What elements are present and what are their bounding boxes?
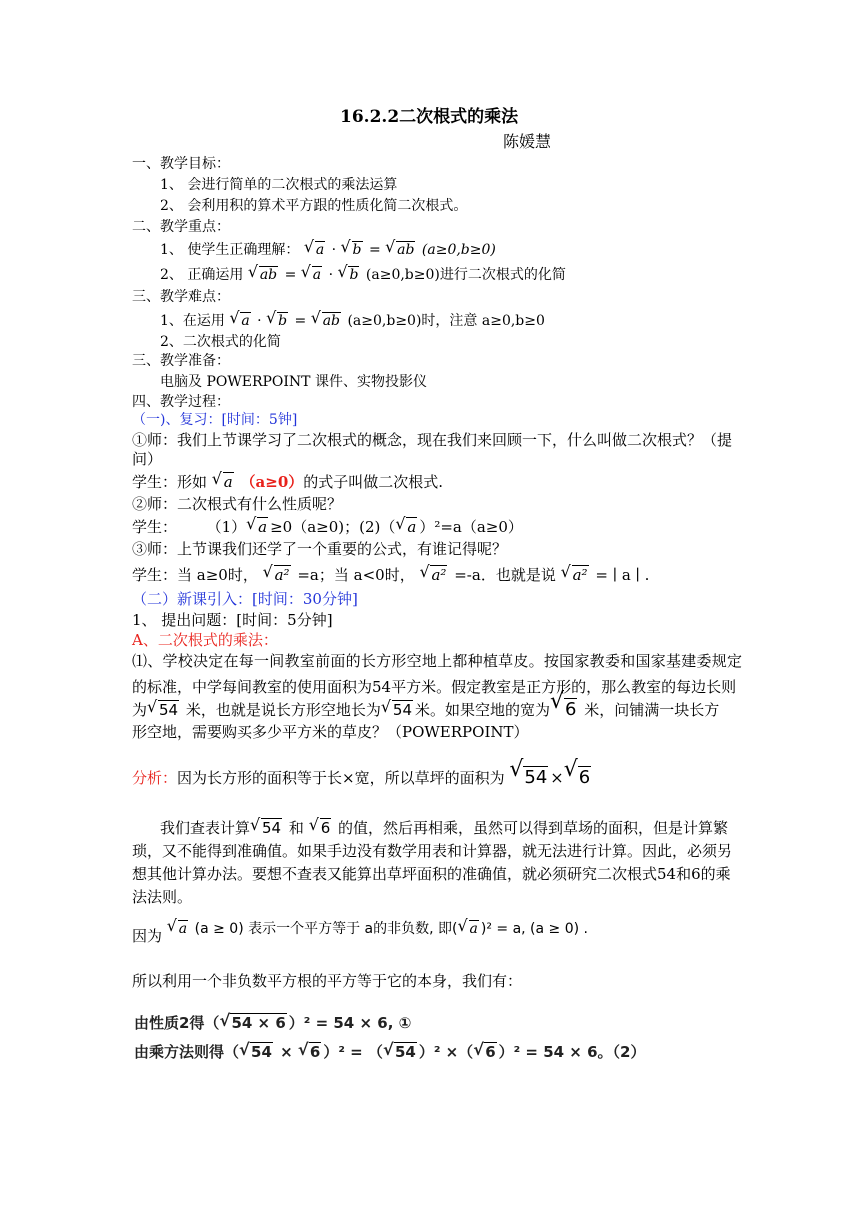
sqrt-a-squared: √ a² xyxy=(419,565,447,585)
student-answer-2-part2: ≥0（a≥0)；(2)（ xyxy=(270,518,396,536)
sqrt-ab: √ ab xyxy=(311,311,341,331)
sqrt-a: √ a xyxy=(458,919,479,939)
student-answer-2 xyxy=(132,517,523,537)
teacher-question-2: ②师：二次根式有什么性质呢？ xyxy=(132,495,343,513)
formula-2-pre: 由乘方法则得（ xyxy=(134,1043,240,1061)
sqrt-6: √ 6 xyxy=(309,818,332,838)
section-process-heading: 四、教学过程： xyxy=(132,394,230,410)
student-answer-1-post: 的式子叫做二次根式. xyxy=(303,473,444,491)
analysis-line: 分析：因为长方形的面积等于长×宽，所以草坪的面积为 √ 54 ×√ 6 xyxy=(132,765,593,791)
formula-2-mid: ）² = （ xyxy=(323,1043,383,1061)
sqrt-a-squared: √ a² xyxy=(263,565,291,585)
formula-1-pre: 由性质2得（ xyxy=(134,1014,220,1032)
key-point-2-label: 2、 正确运用 xyxy=(160,267,244,283)
sqrt-54: √ 54 xyxy=(383,1043,417,1061)
paragraph-2-line4: 法法则。 xyxy=(132,888,193,906)
question-heading: 1、 提出问题：[时间：5分钟] xyxy=(132,611,333,629)
author-name: 陈媛慧 xyxy=(503,132,552,151)
because-line xyxy=(132,921,588,947)
key-point-2-condition: (a≥0,b≥0)进行二次根式的化简 xyxy=(365,267,566,283)
problem-line3-mid2: 米。如果空地的宽为 xyxy=(415,701,551,719)
sqrt-54: √ 54 xyxy=(509,765,548,791)
section-preparation-heading: 三、教学准备： xyxy=(132,353,230,369)
sqrt-6: √ 6 xyxy=(550,697,577,723)
paragraph-2-line1 xyxy=(160,818,728,838)
section-key-points-heading: 二、教学重点： xyxy=(132,219,230,235)
analysis-text: 因为长方形的面积等于长×宽，所以草坪的面积为 xyxy=(177,769,505,787)
difficulty-1: 1、在运用 √ a · √ b = √ ab (a≥0,b≥0)时，注意 a≥0,b≥0 xyxy=(160,311,545,331)
sqrt-a: √ a xyxy=(246,517,268,537)
sqrt-54: √ 54 xyxy=(147,697,179,723)
problem-paragraph-line3 xyxy=(132,697,719,723)
paragraph-2-line2: 琐，又不能得到准确值。如果手边没有数学用表和计算器，就无法进行计算。因此，必须另 xyxy=(132,842,733,860)
sqrt-a: √ a xyxy=(229,311,250,331)
student-answer-1-pre: 学生：形如 xyxy=(132,473,208,491)
problem-line3-post: 米，问铺满一块长方 xyxy=(584,701,720,719)
sqrt-a: √ a xyxy=(395,517,417,537)
review-heading: （一)、复习：[时间：5钟] xyxy=(132,412,298,428)
student-answer-3-a: 学生：当 a≥0时， xyxy=(132,566,258,584)
formula-1 xyxy=(134,1012,411,1033)
difficulty-1-label: 1、在运用 xyxy=(160,313,225,329)
key-point-1: 1、 使学生正确理解： √ a · √ b = √ ab (a≥0,b≥0) xyxy=(160,240,496,260)
sqrt-b: √ b xyxy=(337,265,359,285)
formula-1-post: ）² = 54 × 6, ① xyxy=(288,1014,412,1032)
preparation-item: 电脑及 POWERPOINT 课件、实物投影仪 xyxy=(160,374,427,390)
student-answer-3 xyxy=(132,565,649,585)
key-point-1-condition: (a≥0,b≥0) xyxy=(421,242,496,258)
student-answer-2-part3: ）²=a（a≥0） xyxy=(419,518,523,536)
student-answer-3-c: =-a．也就是说 xyxy=(454,566,556,584)
sqrt-54: √ 54 xyxy=(250,818,282,838)
formula-2: 由乘方法则得（√ 54 × √ 6 ）² = （√ 54 ）² ×（√ 6 ）² = 54 × 6。（2） xyxy=(134,1041,645,1062)
problem-line3-pre: 为 xyxy=(132,701,148,719)
goal-item-1: 1、 会进行简单的二次根式的乘法运算 xyxy=(160,177,398,193)
sqrt-6: √ 6 xyxy=(564,765,591,791)
paragraph-2-line3: 想其他计算办法。要想不查表又能算出草坪面积的准确值，就必须研究二次根式54和6的乘 xyxy=(132,865,731,883)
new-lesson-heading: （二）新课引入：[时间：30分钟] xyxy=(132,590,358,608)
problem-paragraph: ⑴、学校决定在每一间教室前面的长方形空地上都种植草皮。按国家教委和国家基建委规定的标准，中学每间教室的使用面积为54平方米。假定教室是正方形的，那么教室的每边长则 xyxy=(132,652,742,696)
sqrt-6: √ 6 xyxy=(298,1043,321,1061)
student-answer-1 xyxy=(132,472,443,492)
because-post: = a, (a ≥ 0) . xyxy=(496,921,588,937)
student-answer-3-d: = ∣ a ∣ . xyxy=(595,566,650,584)
difficulty-1-condition: (a≥0,b≥0)时，注意 a≥0,b≥0 xyxy=(347,313,545,329)
key-point-2: 2、 正确运用 √ ab = √ a · √ b (a≥0,b≥0)进行二次根式的化简 xyxy=(160,265,566,285)
sqrt-a-squared: √ a² xyxy=(561,565,589,585)
key-point-1-label: 1、 使学生正确理解： xyxy=(160,242,300,258)
because-formula: √ a (a ≥ 0) 表示一个平方等于 a的非负数, 即(√ a )² = a, (a ≥ 0) . xyxy=(167,921,588,937)
teacher-question-1: ①师：我们上节课学习了二次根式的概念，现在我们来回顾一下，什么叫做二次根式？（提 xyxy=(132,431,733,449)
doc-title: 16.2.2二次根式的乘法 xyxy=(340,107,519,127)
sqrt-6: √ 6 xyxy=(473,1043,496,1061)
paragraph-2-pre: 我们查表计算 xyxy=(160,819,251,837)
section-difficulties-heading: 三、教学难点： xyxy=(132,289,230,305)
sqrt-b: √ b xyxy=(266,311,288,331)
formula-2-post: ）² = 54 × 6。（2） xyxy=(498,1043,646,1061)
sqrt-a: √ a xyxy=(212,472,234,492)
paragraph-2-rest: 的值，然后再相乘，虽然可以得到草场的面积，但是计算繁 xyxy=(338,819,729,837)
difficulty-2: 2、二次根式的化简 xyxy=(160,334,281,350)
student-answer-2-part1: （1） xyxy=(206,518,247,536)
sqrt-ab: √ ab xyxy=(248,265,278,285)
because-pre: 因为 xyxy=(132,927,163,945)
teacher-question-3: ③师：上节课我们还学了一个重要的公式，有谁记得呢？ xyxy=(132,540,508,558)
part-a-heading: A、二次根式的乘法： xyxy=(132,631,278,649)
student-answer-3-b: =a；当 a<0时， xyxy=(297,566,415,584)
sqrt-a: √ a xyxy=(167,919,188,939)
goal-item-2: 2、 会利用积的算术平方跟的性质化简二次根式。 xyxy=(160,198,468,214)
formula-2-mid2: ）² ×（ xyxy=(418,1043,474,1061)
paragraph-2-and: 和 xyxy=(288,819,304,837)
sqrt-b: √ b xyxy=(341,240,363,260)
problem-line3-mid: 米，也就是说长方形空地长为 xyxy=(185,701,381,719)
sqrt-54: √ 54 xyxy=(381,697,413,723)
sqrt-54x6: √ 54 × 6 xyxy=(219,1014,286,1032)
student-answer-2-pre: 学生： xyxy=(132,518,178,536)
because-mid: (a ≥ 0) 表示一个平方等于 a的非负数, 即 xyxy=(194,921,453,937)
sqrt-a: √ a xyxy=(304,240,325,260)
sqrt-54: √ 54 xyxy=(239,1043,273,1061)
analysis-label: 分析： xyxy=(132,769,178,787)
teacher-question-1-cont: 问） xyxy=(132,450,163,468)
sqrt-a: √ a xyxy=(301,265,322,285)
condition-red: （a≥0） xyxy=(240,473,304,491)
so-we-line: 所以利用一个非负数平方根的平方等于它的本身，我们有： xyxy=(132,972,523,990)
problem-paragraph-line4: 形空地，需要购买多少平方米的草皮？（POWERPOINT） xyxy=(132,723,529,741)
sqrt-ab: √ ab xyxy=(385,240,415,260)
section-goals-heading: 一、教学目标： xyxy=(132,156,230,172)
